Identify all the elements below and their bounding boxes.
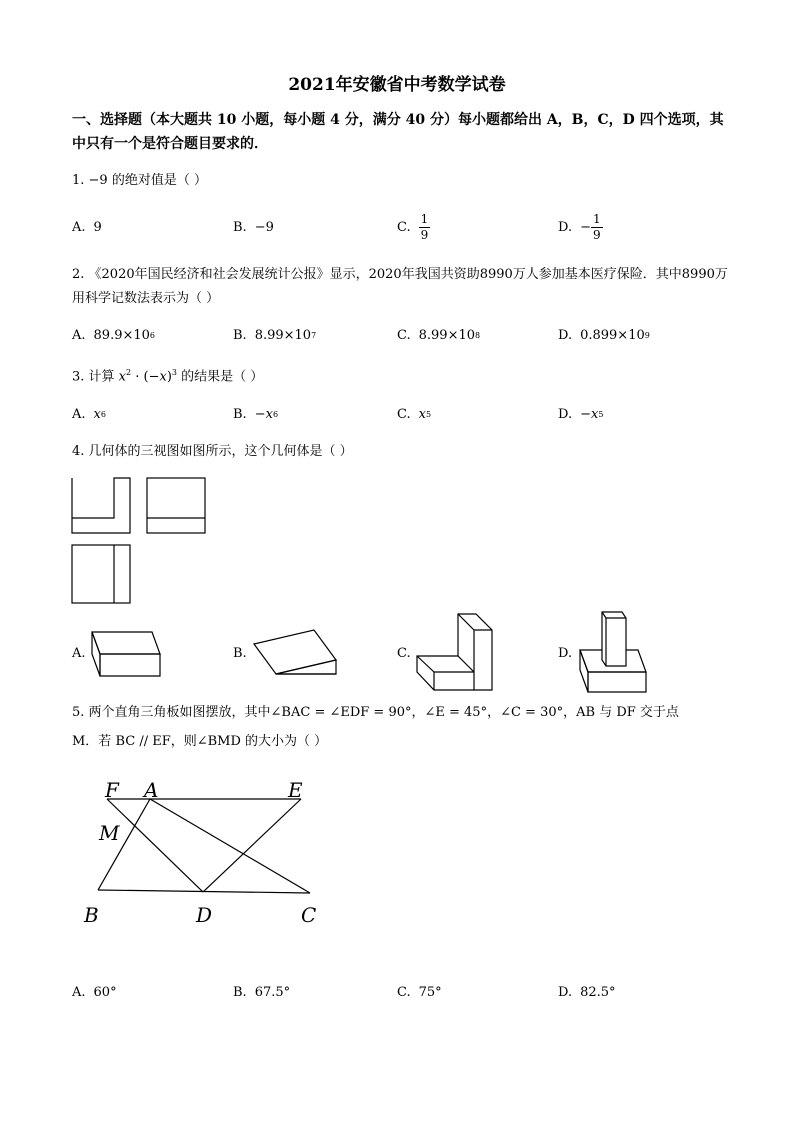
option-base: 89.9×10 <box>93 327 150 343</box>
option-label: A. <box>72 406 86 422</box>
stem-suffix: 的结果是（ ） <box>177 369 264 385</box>
expr-variable: x <box>159 369 167 385</box>
option-label: A. <box>72 219 86 235</box>
option-exponent: 8 <box>475 330 481 340</box>
label-d: D <box>196 903 213 927</box>
option-exponent: 6 <box>149 330 156 340</box>
option-label: D. <box>558 327 573 343</box>
option-label: A. <box>72 645 86 661</box>
option-label: B. <box>233 327 247 343</box>
label-c: C <box>301 903 317 927</box>
q5-option-a[interactable] <box>72 972 117 1012</box>
option-sign: − <box>580 219 591 235</box>
label-a: A <box>144 778 159 802</box>
option-label: C. <box>397 327 411 343</box>
option-exponent: 6 <box>272 409 279 419</box>
segment-de <box>203 799 301 892</box>
question-4-stem: 4. 几何体的三视图如图所示，这个几何体是（ ） <box>72 444 353 459</box>
segment-fd <box>107 799 203 892</box>
option-text: 82.5° <box>580 984 616 1000</box>
q5-option-c[interactable] <box>397 972 442 1012</box>
option-label: D. <box>558 645 573 661</box>
option-label: D. <box>558 984 573 1000</box>
expr-variable: x <box>118 369 127 385</box>
option-label: D. <box>558 219 573 235</box>
option-text: 9 <box>93 219 102 235</box>
option-exponent: 6 <box>100 409 106 419</box>
question-5-stem-line-2: M．若 BC // EF，则∠BMD 的大小为（ ） <box>72 734 328 749</box>
option-variable: x <box>591 406 599 422</box>
option-text: −9 <box>254 219 274 235</box>
expr-exponent: 3 <box>171 368 177 377</box>
option-sign: − <box>580 406 591 422</box>
label-b: B <box>84 903 99 927</box>
expr-paren: ) <box>166 369 172 385</box>
option-variable: x <box>265 406 273 422</box>
option-base: 8.99×10 <box>254 327 312 343</box>
fraction-numerator: 1 <box>593 211 601 226</box>
option-sign: − <box>254 406 266 422</box>
option-label: B. <box>233 219 247 235</box>
question-5-stem-line-1: 5. 两个直角三角板如图摆放，其中∠BAC = ∠EDF = 90°，∠E = 45°，∠C = 30°，AB 与 DF 交于点 <box>72 705 679 720</box>
label-m: M <box>99 821 120 845</box>
fraction-denominator: 9 <box>593 227 601 242</box>
label-f: F <box>105 778 119 802</box>
option-label: A. <box>72 327 86 343</box>
option-exponent: 5 <box>425 409 432 419</box>
option-base: 0.899×10 <box>580 327 645 343</box>
exam-title: 2021年安徽省中考数学试卷 <box>288 75 506 95</box>
option-exponent: 9 <box>644 330 650 340</box>
fraction-denominator: 9 <box>420 227 429 242</box>
stem-prefix: 3. 计算 <box>72 369 119 385</box>
option-variable: x <box>93 406 101 422</box>
expr-exponent: 2 <box>126 368 132 377</box>
question-2-stem: 2. 《2020年国民经济和社会发展统计公报》显示，2020年我国共资助8990万人参加基本医疗保险．其中8990万用科学记数法表示为（ ） <box>72 267 728 306</box>
option-exponent: 5 <box>598 409 604 419</box>
option-label: D. <box>558 406 573 422</box>
question-1-stem: 1. −9 的绝对值是（ ） <box>72 173 207 188</box>
label-e: E <box>288 778 303 802</box>
expr-operator: · (− <box>131 369 160 385</box>
q5-option-b[interactable] <box>233 972 290 1012</box>
q5-option-d[interactable] <box>558 972 616 1012</box>
fraction-numerator: 1 <box>420 211 429 226</box>
question-5-options <box>72 972 732 1012</box>
option-label: C. <box>397 645 411 661</box>
option-label: A. <box>72 984 86 1000</box>
option-exponent: 7 <box>311 330 317 340</box>
option-label: B. <box>233 984 247 1000</box>
option-label: C. <box>397 406 411 422</box>
option-base: 8.99×10 <box>418 327 476 343</box>
option-text: 60° <box>93 984 117 1000</box>
option-text: 67.5° <box>254 984 291 1000</box>
option-label: C. <box>397 219 411 235</box>
option-label: C. <box>397 984 411 1000</box>
option-text: 75° <box>418 984 442 1000</box>
section-heading: 一、选择题（本大题共 10 小题，每小题 4 分，满分 40 分）每小题都给出 A，B，C，D 四个选项，其中只有一个是符合题目要求的． <box>72 112 724 152</box>
option-variable: x <box>418 406 426 422</box>
option-label: B. <box>233 645 247 661</box>
option-label: B. <box>233 406 247 422</box>
